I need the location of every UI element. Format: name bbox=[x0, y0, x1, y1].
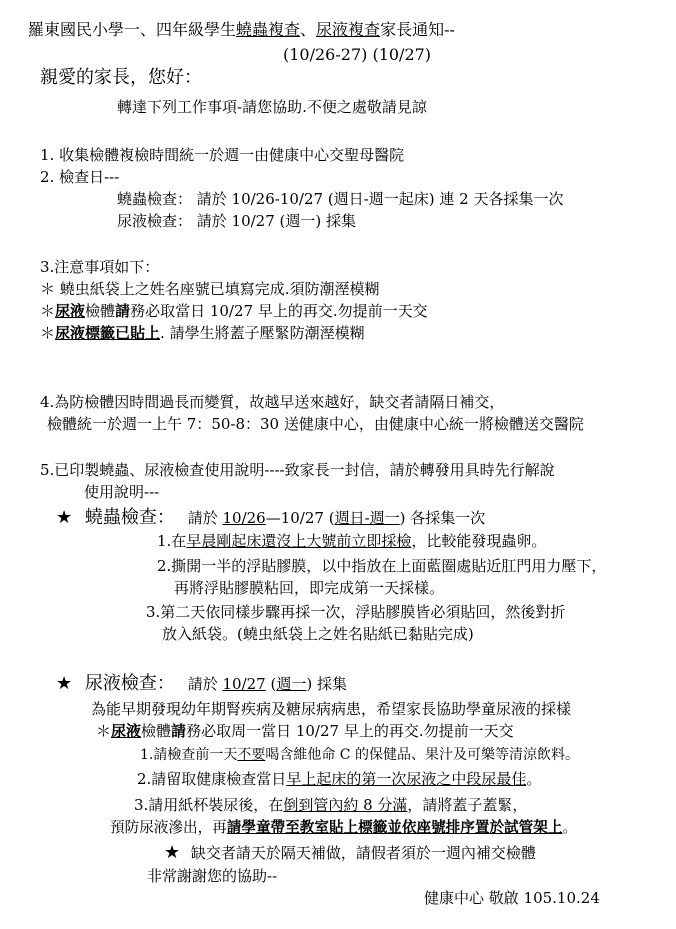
urine-step-2 bbox=[137, 769, 541, 789]
pinworm-start-date: 10/26 bbox=[222, 509, 266, 527]
title-suffix: 家長通知-- bbox=[380, 20, 455, 39]
absent-note bbox=[164, 843, 536, 863]
greeting: 親愛的家長，您好： bbox=[40, 67, 202, 88]
star-icon: ★ bbox=[164, 842, 181, 863]
urine-heading bbox=[56, 674, 347, 694]
pinworm-step-1 bbox=[157, 531, 546, 551]
pinworm-collect: ) 各採集一次 bbox=[399, 509, 486, 527]
urine-collect: ) 採集 bbox=[306, 675, 347, 693]
title-dates: (10/26-27) (10/27) bbox=[283, 45, 432, 64]
u3-b: 倒到管內約 8 分滿 bbox=[283, 796, 408, 814]
item-2: 2. 檢查日--- bbox=[40, 168, 120, 186]
note-3-label: 尿液標籤已貼上 bbox=[55, 324, 161, 342]
urine-date-value: 10/27 bbox=[222, 675, 266, 693]
title-sep: 、 bbox=[300, 20, 317, 39]
urine-paren: ( bbox=[265, 675, 277, 693]
intro: 轉達下列工作事項-請您協助.不便之處敬請見諒 bbox=[117, 98, 427, 116]
note-3 bbox=[40, 323, 365, 343]
note-2 bbox=[40, 301, 428, 321]
note-2-specimen: 檢體 bbox=[85, 302, 116, 320]
urine-note bbox=[96, 721, 514, 741]
item-5-line-2: 使用說明--- bbox=[84, 483, 160, 501]
urine-day: 週一 bbox=[276, 675, 307, 693]
note-2-urine: 尿液 bbox=[55, 302, 86, 320]
u3-2-b: 請學童帶至教室貼上標籤並依座號排序置於試管架上 bbox=[226, 819, 563, 836]
pinworm-heading bbox=[56, 508, 485, 528]
urine-step-3-line-2 bbox=[110, 818, 577, 838]
absent-text: 缺交者請天於隔天補做，請假者須於一週內補交檢體 bbox=[186, 844, 536, 862]
note-2-please: 請 bbox=[115, 302, 131, 320]
title-text: 羅東國民小學一、四年級學生 bbox=[28, 20, 237, 39]
note-2-text: 務必取當日 10/27 早上的再交.勿提前一天交 bbox=[130, 302, 428, 320]
signature: 健康中心 敬啟 105.10.24 bbox=[424, 889, 600, 907]
pinworm-end-date: —10/27 ( bbox=[265, 509, 335, 527]
item-1: 1. 收集檢體複檢時間統一於週一由健康中心交聖母醫院 bbox=[40, 146, 405, 164]
pin1-a: 1.在 bbox=[157, 532, 187, 550]
urine-note-specimen: 檢體 bbox=[141, 722, 172, 740]
note-3-text: . 請學生將蓋子壓緊防潮溼模糊 bbox=[160, 324, 365, 342]
pinworm-days: 週日-週一 bbox=[334, 509, 400, 527]
u2-a: 2.請留取健康檢查當日 bbox=[137, 770, 287, 788]
pinworm-step-2-line-2: 再將浮貼膠膜粘回，即完成第一天採樣。 bbox=[174, 579, 445, 597]
title-pinworm: 蟯蟲複查 bbox=[236, 20, 301, 39]
pin1-c: ，比較能發現蟲卵。 bbox=[411, 532, 547, 550]
u3-2-c: 。 bbox=[562, 819, 578, 836]
urine-note-text: 務必取周一當日 10/27 早上的再交.勿提前一天交 bbox=[186, 722, 514, 740]
pinworm-step-2-line-1: 2.撕開一半的浮貼膠膜，以中指放在上面藍圈處貼近肛門用力壓下， bbox=[157, 557, 607, 575]
note-2-star: ＊ bbox=[40, 302, 56, 320]
title-line-1 bbox=[28, 20, 455, 40]
u2-c: 。 bbox=[526, 770, 542, 788]
urine-note-star: ＊ bbox=[96, 722, 112, 740]
item-5-line-1: 5.已印製蟯蟲、尿液檢查使用說明----致家長一封信，請於轉發用具時先行解說 bbox=[40, 461, 555, 479]
urine-note-urine: 尿液 bbox=[111, 722, 142, 740]
pin1-b: 早晨剛起床還沒上大號前立即採檢 bbox=[186, 532, 412, 550]
note-1: ＊ 蟯虫紙袋上之姓名座號已填寫完成.須防潮溼模糊 bbox=[40, 280, 380, 298]
u1-c: 喝含維他命 C 的保健品、果汁及可樂等清涼飲料。 bbox=[265, 747, 579, 763]
urine-step-1 bbox=[140, 745, 579, 765]
u3-a: 3.請用紙杯裝尿後，在 bbox=[134, 796, 284, 814]
star-icon: ★ bbox=[56, 673, 73, 694]
pinworm-step-3-line-1: 3.第二天依同樣步驟再採一次，浮貼膠膜皆必須貼回，然後對折 bbox=[146, 603, 566, 621]
item-4-line-2: 檢體統一於週一上午 7：50-8：30 送健康中心，由健康中心統一將檢體送交醫院 bbox=[47, 415, 584, 433]
urine-step-3 bbox=[134, 795, 527, 815]
pinworm-label: 蟯蟲檢查： bbox=[84, 507, 175, 528]
note-3-star: ＊ bbox=[40, 324, 56, 342]
urine-date: 尿液檢查： 請於 10/27 (週一) 採集 bbox=[117, 212, 357, 230]
star-icon: ★ bbox=[56, 507, 73, 528]
u3-2-a: 預防尿液滲出，再 bbox=[110, 819, 227, 836]
item-3: 3.注意事項如下： bbox=[40, 258, 160, 276]
pinworm-step-3-line-2: 放入紙袋。(蟯虫紙袋上之姓名貼紙已黏貼完成) bbox=[162, 625, 474, 643]
u3-c: ，請將蓋子蓋緊， bbox=[407, 796, 528, 814]
pinworm-please: 請於 bbox=[187, 509, 223, 527]
pinworm-date: 蟯蟲檢查： 請於 10/26-10/27 (週日-週一起床) 連 2 天各採集一次 bbox=[117, 190, 564, 208]
u2-b: 早上起床的第一次尿液之中段尿最佳 bbox=[286, 770, 527, 788]
item-4-line-1: 4.為防檢體因時間過長而變質，故越早送來越好，缺交者請隔日補交， bbox=[40, 393, 505, 411]
urine-label: 尿液檢查： bbox=[84, 673, 175, 694]
urine-intro: 為能早期發現幼年期腎疾病及糖尿病病患，希望家長協助學童尿液的採樣 bbox=[91, 700, 572, 718]
urine-note-please: 請 bbox=[171, 722, 187, 740]
u1-b: 不要 bbox=[237, 747, 266, 763]
thanks: 非常謝謝您的協助-- bbox=[147, 867, 278, 885]
title-urine: 尿液複查 bbox=[316, 20, 381, 39]
u1-a: 1.請檢查前一天 bbox=[140, 747, 238, 763]
urine-please: 請於 bbox=[187, 675, 223, 693]
